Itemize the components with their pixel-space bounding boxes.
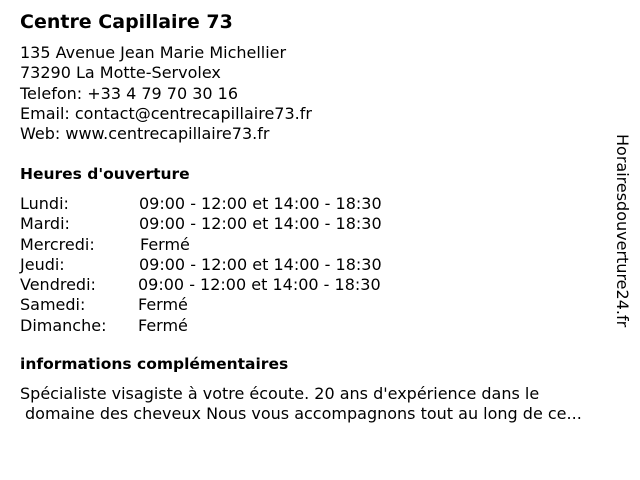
website-link[interactable]: Web: www.centrecapillaire73.fr [20,124,270,144]
opening-hours-heading: Heures d'ouverture [20,165,190,183]
hours-row-saturday [20,295,440,315]
hours-value: 09:00 - 12:00 et 14:00 - 18:30 [139,254,382,274]
day-label: Samedi: [20,295,86,315]
hours-row-wednesday [20,235,440,255]
address-street: 135 Avenue Jean Marie Michellier [20,43,287,62]
hours-row-tuesday [20,214,440,234]
address-city: 73290 La Motte-Servolex [20,63,221,83]
business-name: Centre Capillaire 73 [20,11,233,33]
phone-number[interactable]: Telefon: +33 4 79 70 30 16 [20,83,239,103]
hours-row-thursday [20,255,440,275]
description-line: Spécialiste visagiste à votre écoute. 20 ans d'expérience dans le [20,384,540,403]
description-line: domaine des cheveux Nous vous accompagnons tout au long de ce... [25,404,582,424]
day-label: Mercredi: [20,234,95,254]
day-label: Vendredi: [20,275,96,295]
day-label: Mardi: [20,214,70,234]
hours-row-monday [20,194,440,214]
hours-value: Fermé [138,295,188,315]
site-watermark: Horairesdouverture24.fr [613,134,632,328]
hours-value: Fermé [140,234,190,254]
hours-row-sunday [20,316,440,336]
email-address[interactable]: Email: contact@centrecapillaire73.fr [20,103,312,123]
hours-value: 09:00 - 12:00 et 14:00 - 18:30 [139,194,382,213]
additional-info-heading: informations complémentaires [20,355,289,373]
hours-value: 09:00 - 12:00 et 14:00 - 18:30 [138,275,381,295]
hours-row-friday [20,275,440,295]
contact-block [20,43,312,144]
day-label: Jeudi: [20,254,65,274]
hours-value: 09:00 - 12:00 et 14:00 - 18:30 [139,214,382,234]
day-label: Dimanche: [20,315,107,335]
hours-value: Fermé [138,315,188,335]
business-description [20,384,632,425]
opening-hours-table [20,194,440,336]
day-label: Lundi: [20,194,69,213]
